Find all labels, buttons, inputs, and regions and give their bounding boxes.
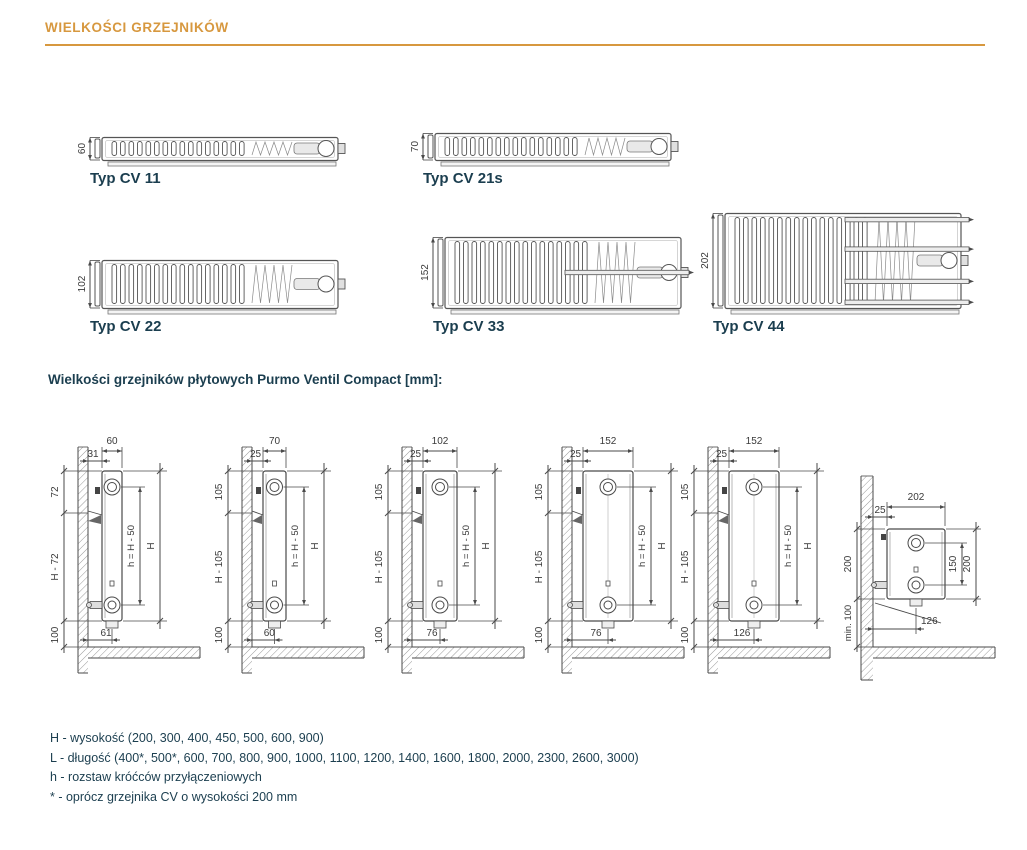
radiator-type-label: Typ CV 11 xyxy=(90,170,161,187)
top-view-cv-44 xyxy=(700,213,977,320)
side-view-5 xyxy=(678,425,848,693)
dim-label: H xyxy=(481,542,492,550)
legend-line-length: L - długość (400*, 500*, 600, 700, 800, 900, 1000, 1100, 1200, 1400, 1600, 1800, 2000, 2300, 2600, 3000) xyxy=(50,750,639,765)
top-view-depth-dim: 102 xyxy=(77,275,88,293)
dim-label: 100 xyxy=(534,626,545,644)
dim-label: 76 xyxy=(426,628,438,639)
dim-label: 100 xyxy=(50,626,61,644)
dim-label: 105 xyxy=(214,483,225,501)
top-view-depth-dim: 60 xyxy=(77,142,88,155)
dim-label: 200 xyxy=(843,555,854,573)
dim-label: H - 72 xyxy=(50,553,61,581)
dim-label: 76 xyxy=(590,628,602,639)
side-view-3 xyxy=(372,425,542,693)
dim-label: 100 xyxy=(680,626,691,644)
bracket-console xyxy=(252,515,262,524)
dim-label: 105 xyxy=(374,483,385,501)
top-view-depth-dim: 152 xyxy=(420,264,431,281)
dim-label: 102 xyxy=(431,436,449,447)
dim-label: 60 xyxy=(263,628,275,639)
top-view-cv-33 xyxy=(420,237,697,320)
dim-label: 105 xyxy=(680,483,691,501)
bracket-console xyxy=(88,515,101,524)
top-view-cv-11 xyxy=(77,137,354,172)
dim-label: H xyxy=(803,542,814,550)
dim-label: 72 xyxy=(50,486,61,498)
dim-label: h = H - 50 xyxy=(126,525,137,567)
bracket-hook xyxy=(722,487,727,494)
bracket-console xyxy=(718,515,728,524)
dim-label: 25 xyxy=(409,449,422,460)
top-view-depth-dim: 70 xyxy=(410,140,421,153)
corner-view xyxy=(845,462,1027,694)
dim-label: 152 xyxy=(599,436,617,447)
dim-label: 61 xyxy=(100,628,112,639)
radiator-type-label: Typ CV 44 xyxy=(713,318,785,335)
dim-label: 70 xyxy=(268,436,281,447)
dim-label: 25 xyxy=(715,449,728,460)
dim-label: h = H - 50 xyxy=(461,525,472,567)
side-view-1 xyxy=(48,425,218,693)
dim-label: H - 105 xyxy=(374,550,385,584)
dim-label: 202 xyxy=(907,492,925,503)
section-subtitle: Wielkości grzejników płytowych Purmo Ventil Compact [mm]: xyxy=(48,372,443,387)
dim-label: 25 xyxy=(874,505,886,516)
top-view-cv-22 xyxy=(77,260,354,320)
bracket-hook xyxy=(416,487,421,494)
dim-label: H xyxy=(657,542,668,550)
dim-label: 126 xyxy=(733,628,751,639)
legend-line-pitch: h - rozstaw króćców przyłączeniowych xyxy=(50,770,262,784)
bracket-console xyxy=(412,515,422,524)
legend xyxy=(50,729,639,807)
page-title: WIELKOŚCI GRZEJNIKÓW xyxy=(45,20,229,35)
dim-label: H - 105 xyxy=(534,550,545,584)
dim-label: 25 xyxy=(249,449,262,460)
dim-label: h = H - 50 xyxy=(637,525,648,567)
header-rule xyxy=(45,44,985,46)
radiator-type-label: Typ CV 21s xyxy=(423,170,503,187)
dim-label: H - 105 xyxy=(680,550,691,584)
dim-label: 150 xyxy=(948,555,959,573)
dim-label: 100 xyxy=(214,626,225,644)
dim-label: H xyxy=(310,542,321,550)
dim-label: 200 xyxy=(962,555,973,573)
side-view-2 xyxy=(212,425,382,693)
legend-line-note: * - oprócz grzejnika CV o wysokości 200 mm xyxy=(50,789,298,804)
dim-label: 152 xyxy=(745,436,763,447)
radiator-type-label: Typ CV 22 xyxy=(90,318,162,335)
dim-label: 126 xyxy=(921,616,938,627)
dim-label: 25 xyxy=(569,449,582,460)
bracket-console xyxy=(572,515,582,524)
side-view-4 xyxy=(532,425,702,693)
radiator-type-label: Typ CV 33 xyxy=(433,318,505,335)
top-view-depth-dim: 202 xyxy=(700,252,711,269)
dim-label: H - 105 xyxy=(214,550,225,584)
bracket-hook xyxy=(576,487,581,494)
dim-label: min. 100 xyxy=(843,604,854,642)
dim-label: 31 xyxy=(87,449,99,460)
bracket-hook xyxy=(256,487,261,494)
dim-label: 100 xyxy=(374,626,385,644)
dim-label: 105 xyxy=(534,483,545,501)
dim-label: H xyxy=(146,542,157,550)
dim-label: h = H - 50 xyxy=(290,525,301,567)
dim-label: h = H - 50 xyxy=(783,525,794,567)
dim-label: 60 xyxy=(106,436,118,447)
legend-line-height: H - wysokość (200, 300, 400, 450, 500, 600, 900) xyxy=(50,731,324,745)
top-view-cv-21s xyxy=(410,133,687,172)
bracket-hook xyxy=(95,487,100,494)
